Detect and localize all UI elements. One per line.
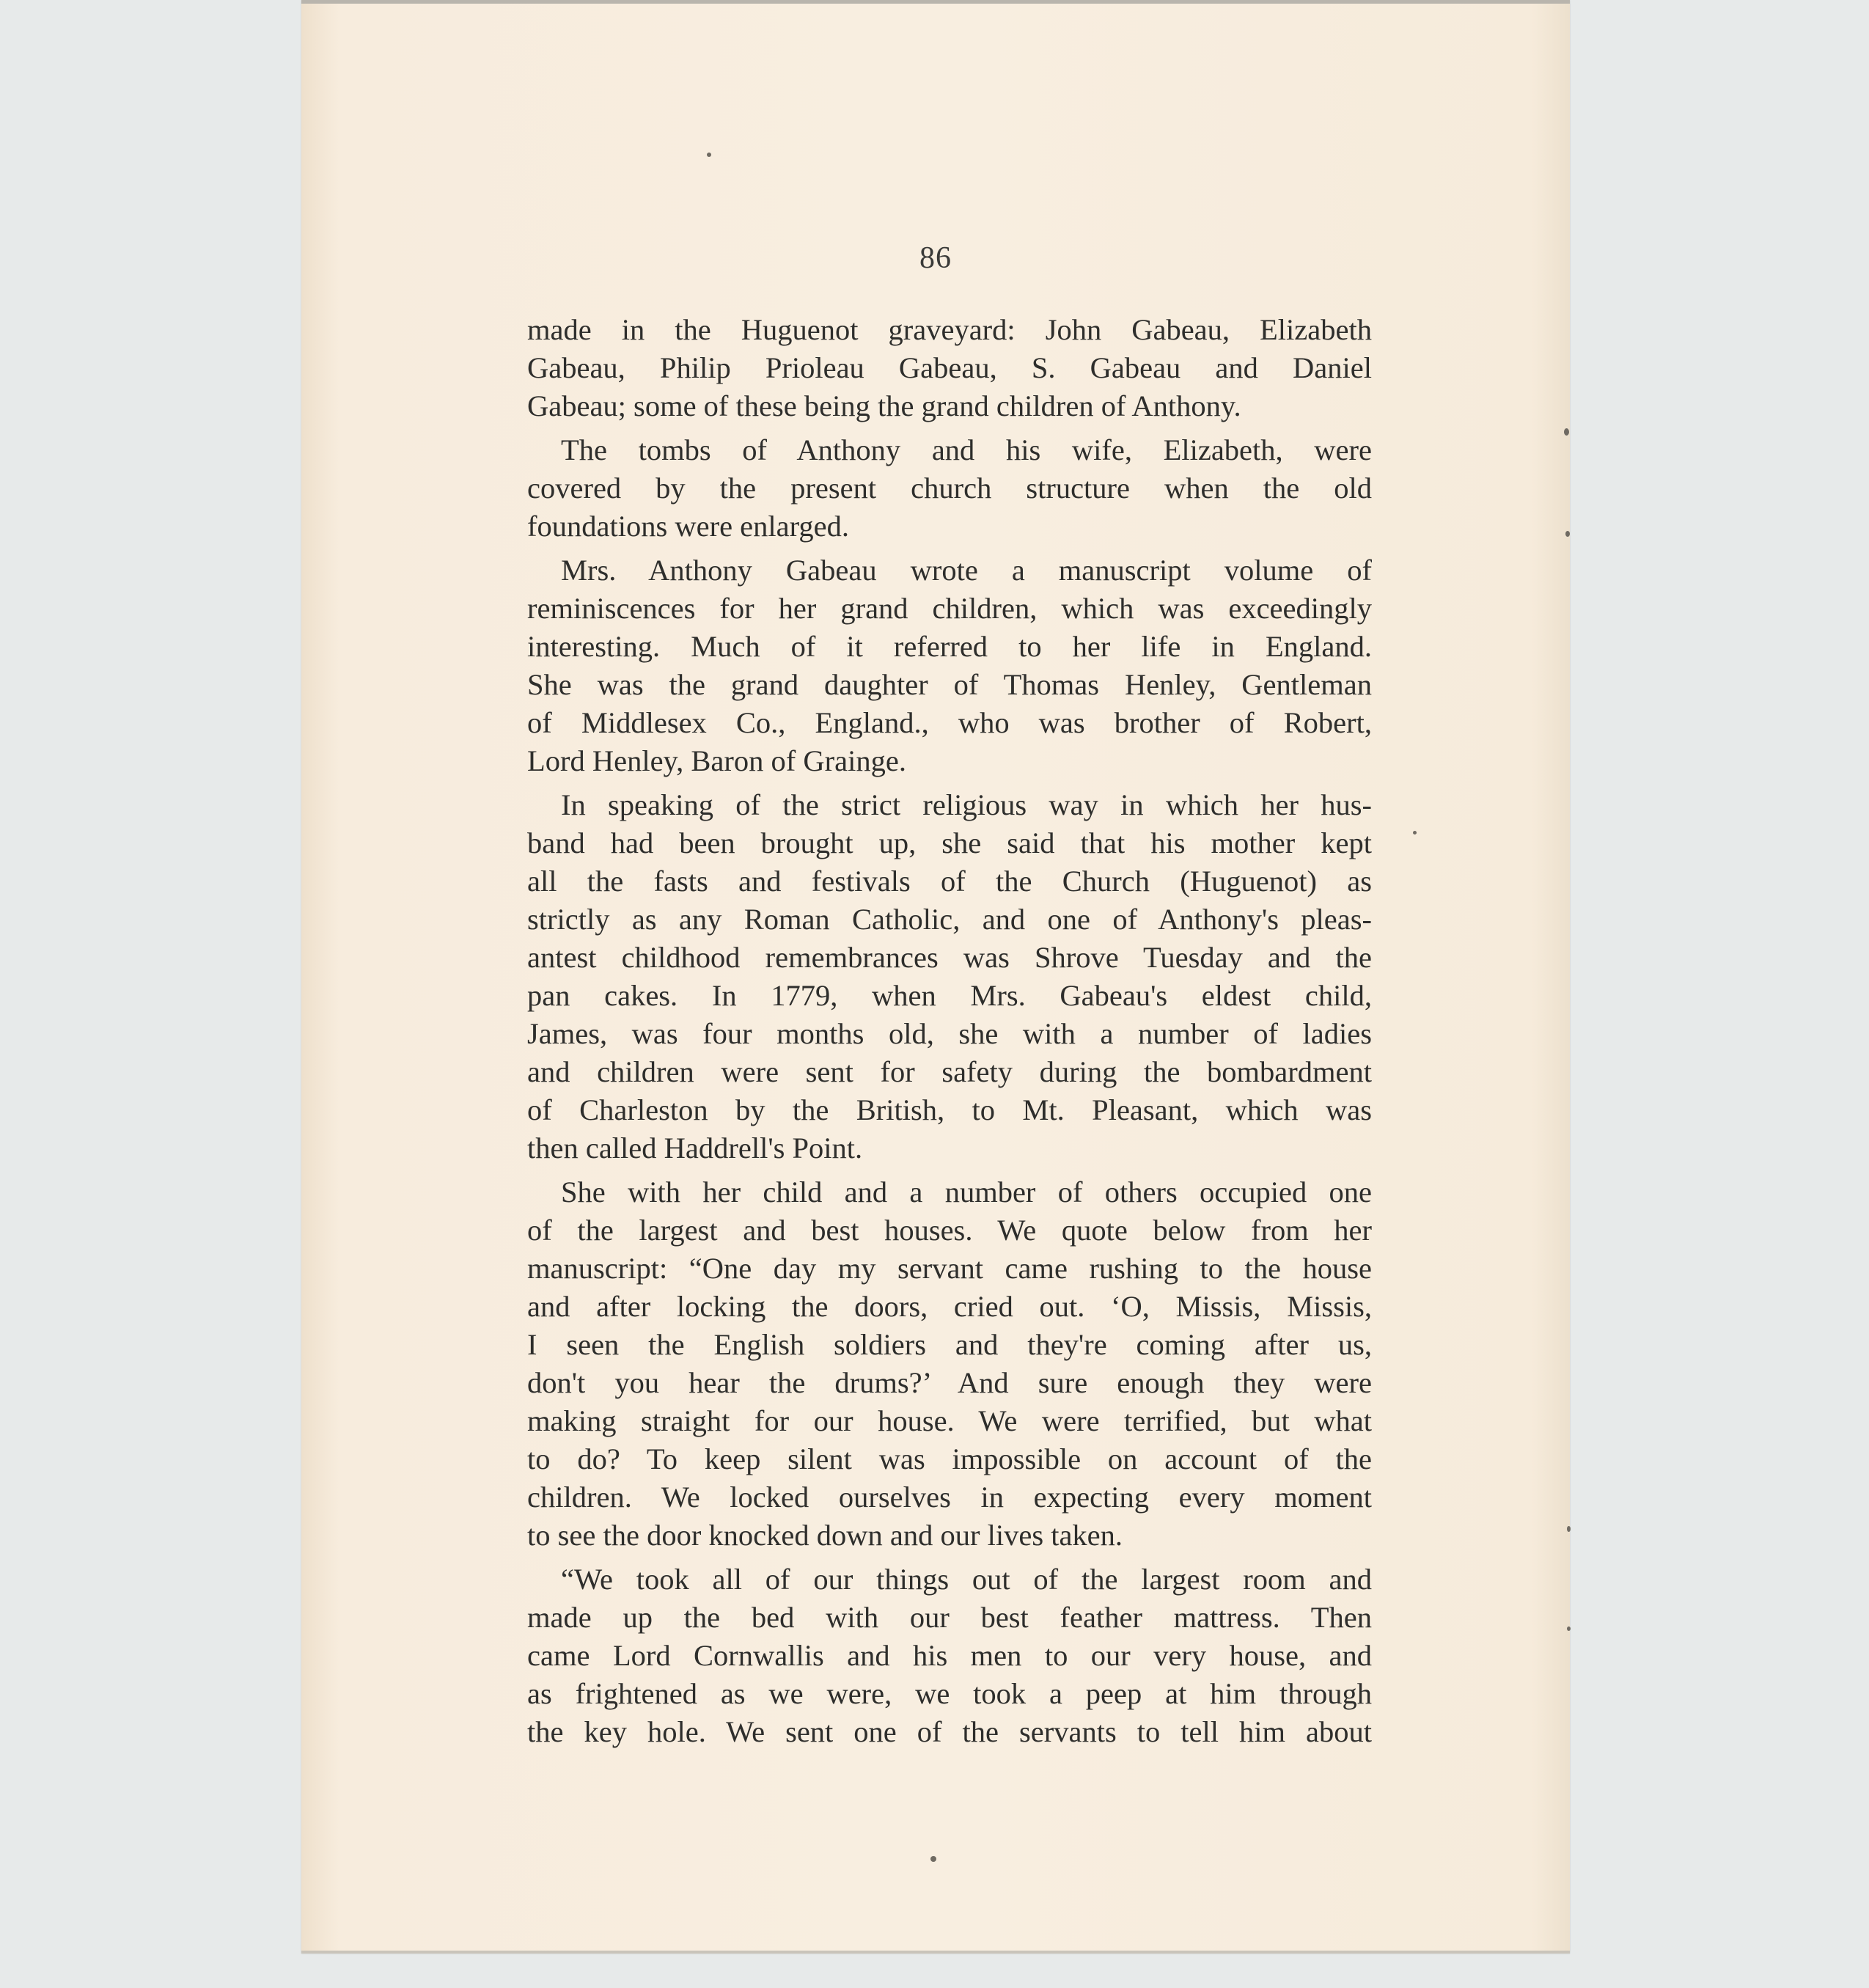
text-line: band had been brought up, she said that his mother kept	[527, 826, 1372, 859]
text-line: and after locking the doors, cried out. ‘O, Missis, Missis,	[527, 1290, 1372, 1323]
text-line: came Lord Cornwallis and his men to our very house, and	[527, 1639, 1372, 1672]
text-line: to see the door knocked down and our lives taken.	[527, 1519, 1123, 1552]
text-line: to do? To keep silent was impossible on account of the	[527, 1442, 1372, 1475]
text-line: Gabeau; some of these being the grand children of Anthony.	[527, 389, 1241, 422]
text-line: of Middlesex Co., England., who was brother of Robert,	[527, 706, 1372, 739]
text-line: “We took all of our things out of the largest room and	[561, 1563, 1372, 1596]
paper-speck	[707, 153, 711, 157]
text-line: pan cakes. In 1779, when Mrs. Gabeau's eldest child,	[527, 979, 1372, 1012]
text-line: and children were sent for safety during the bombardment	[527, 1055, 1372, 1088]
text-line: She with her child and a number of others occupied one	[561, 1175, 1372, 1208]
text-line: I seen the English soldiers and they're coming after us,	[527, 1328, 1372, 1361]
page-top-edge	[301, 0, 1570, 4]
text-line: made in the Huguenot graveyard: John Gabeau, Elizabeth	[527, 313, 1372, 346]
text-line: don't you hear the drums?’ And sure enough they were	[527, 1366, 1372, 1399]
text-line: the key hole. We sent one of the servants to tell him about	[527, 1715, 1372, 1748]
body-text	[527, 311, 1372, 1757]
paper-speck	[1567, 1626, 1571, 1631]
paragraph	[527, 786, 1372, 1167]
paragraph	[527, 1560, 1372, 1751]
text-line: James, was four months old, she with a number of ladies	[527, 1017, 1372, 1050]
text-line: as frightened as we were, we took a peep at him through	[527, 1677, 1372, 1710]
text-line: covered by the present church structure when the old	[527, 472, 1372, 505]
paper-speck	[1567, 1526, 1571, 1532]
text-line: then called Haddrell's Point.	[527, 1131, 863, 1164]
paragraph	[527, 311, 1372, 425]
text-line: children. We locked ourselves in expecting every moment	[527, 1481, 1372, 1514]
text-line: manuscript: “One day my servant came rushing to the house	[527, 1252, 1372, 1285]
text-line: reminiscences for her grand children, which was exceedingly	[527, 592, 1372, 625]
text-line: In speaking of the strict religious way in which her hus-	[561, 788, 1372, 821]
paper-speck	[930, 1856, 936, 1862]
page-number: 86	[919, 241, 952, 275]
text-line: all the fasts and festivals of the Church (Huguenot) as	[527, 865, 1372, 898]
paragraph	[527, 431, 1372, 546]
text-line: making straight for our house. We were terrified, but what	[527, 1404, 1372, 1437]
text-line: The tombs of Anthony and his wife, Elizabeth, were	[561, 433, 1372, 466]
text-line: Gabeau, Philip Prioleau Gabeau, S. Gabeau and Daniel	[527, 351, 1372, 384]
text-line: antest childhood remembrances was Shrove Tuesday and the	[527, 941, 1372, 974]
paper-speck	[1565, 531, 1570, 537]
text-line: of Charleston by the British, to Mt. Pleasant, which was	[527, 1093, 1372, 1126]
text-line: Lord Henley, Baron of Grainge.	[527, 744, 906, 777]
text-line: made up the bed with our best feather mattress. Then	[527, 1601, 1372, 1634]
text-line: strictly as any Roman Catholic, and one of Anthony's pleas-	[527, 903, 1372, 936]
book-page	[301, 0, 1570, 1954]
page-bottom-edge	[301, 1951, 1570, 1954]
text-line: foundations were enlarged.	[527, 510, 849, 543]
paragraph	[527, 1173, 1372, 1555]
paragraph	[527, 551, 1372, 780]
text-line: Mrs. Anthony Gabeau wrote a manuscript volume of	[561, 554, 1372, 587]
text-line: She was the grand daughter of Thomas Henley, Gentleman	[527, 668, 1372, 701]
text-line: of the largest and best houses. We quote below from her	[527, 1214, 1372, 1247]
paper-speck	[1413, 831, 1417, 835]
text-line: interesting. Much of it referred to her life in England.	[527, 630, 1372, 663]
paper-speck	[1564, 428, 1569, 436]
